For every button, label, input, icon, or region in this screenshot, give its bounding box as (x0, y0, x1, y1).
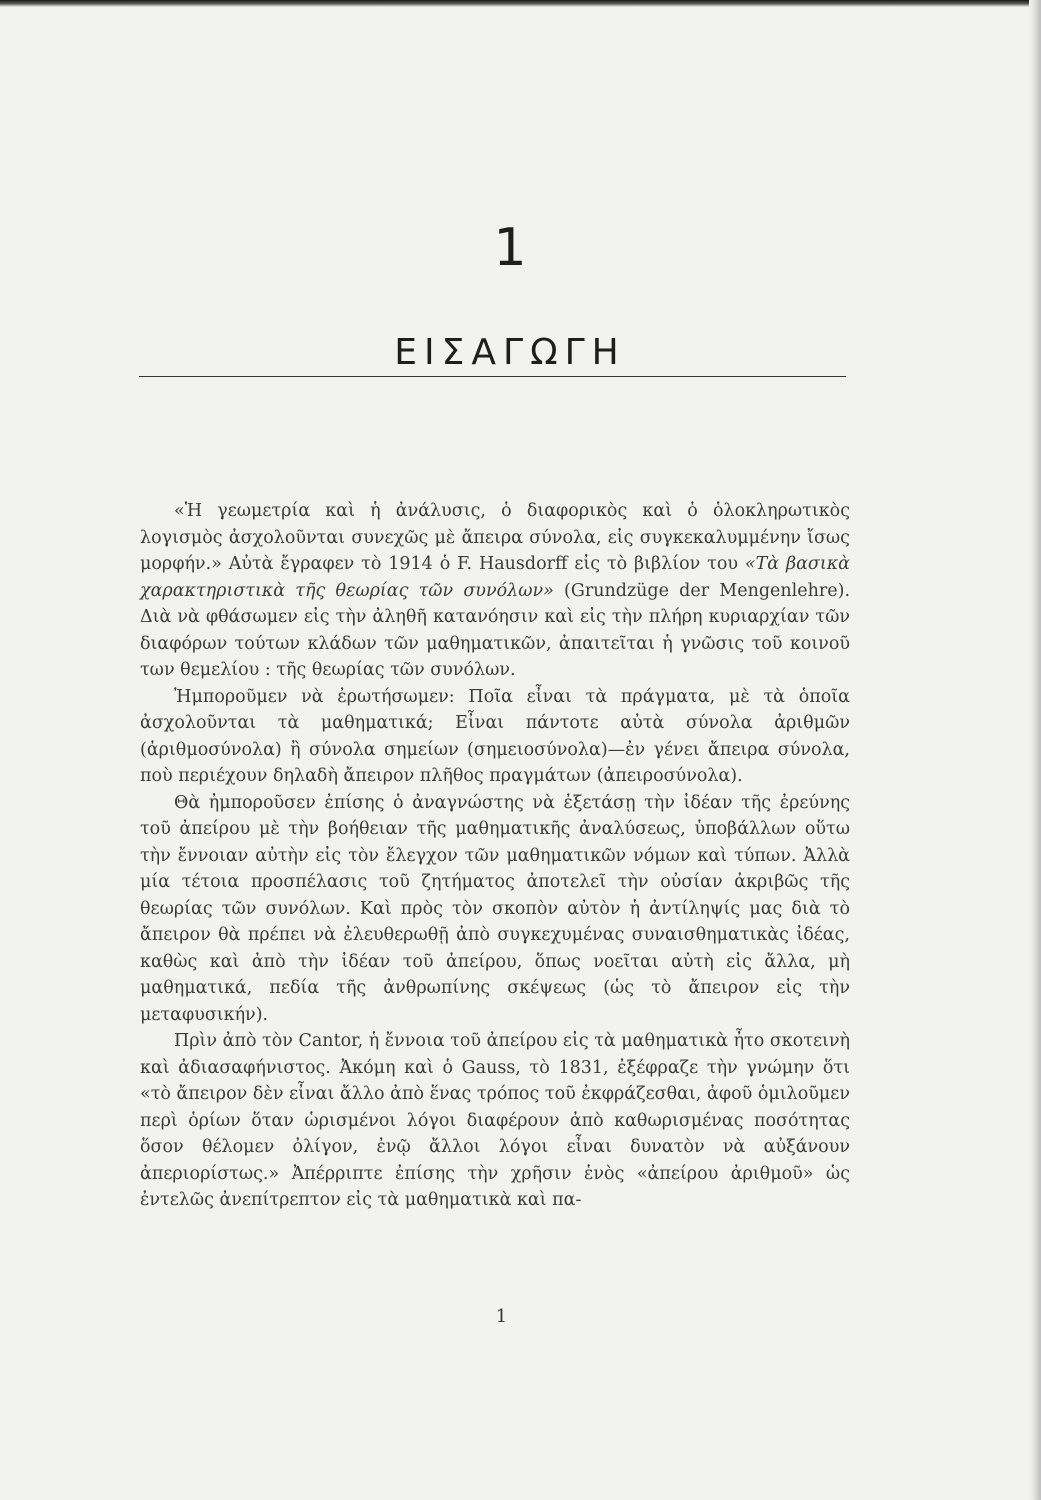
paragraph-1 (140, 498, 850, 684)
paragraph-3 (140, 790, 850, 1029)
paragraph-3-text: Θὰ ἠμποροῦσεν ἐπίσης ὁ ἀναγνώστης νὰ ἐξετάσῃ τὴν ἰδέαν τῆς ἐρεύνης τοῦ ἀπείρου μὲ τὴν βοήθειαν τῆς μαθηματικῆς ἀναλύσεως, ὑποβάλλων οὕτω τὴν ἔννοιαν αὐτὴν εἰς τὸν ἔλεγχον τῶν μαθηματικῶν νόμων καὶ τύπων. Ἀλλὰ μία τέτοια προσπέλασις τοῦ ζητήματος ἀποτελεῖ τὴν οὐσίαν ἀκριβῶς τῆς θεωρίας τῶν συνόλων. Καὶ πρὸς τὸν σκοπὸν αὐτὸν ἡ ἀντίληψίς μας διὰ τὸ ἄπειρον θὰ πρέπει νὰ ἐλευθερωθῇ ἀπὸ συγκεχυμένας συναισθηματικὰς ἰδέας, καθὼς καὶ ἀπὸ τὴν ἰδέαν τοῦ ἀπείρου, ὅπως νοεῖται αὐτὴ εἰς ἄλλα, μὴ μαθηματικά, πεδία τῆς ἀνθρωπίνης σκέψεως (ὡς τὸ ἄπειρον εἰς τὴν μεταφυσικήν). (140, 792, 850, 1025)
paragraph-4-text: Πρὶν ἀπὸ τὸν Cantor, ἡ ἔννοια τοῦ ἀπείρου εἰς τὰ μαθηματικὰ ἦτο σκοτεινὴ καὶ ἀδιασαφήνιστος. Ἀκόμη καὶ ὁ Gauss, τὸ 1831, ἐξέφραζε τὴν γνώμην ὅτι «τὸ ἄπειρον δὲν εἶναι ἄλλο ἀπὸ ἕνας τρόπος τοῦ ἐκφράζεσθαι, ἀφοῦ ὁμιλοῦμεν περὶ ὁρίων ὅταν ὡρισμένοι λόγοι διαφέρουν ἀπὸ καθωρισμένας ποσότητας ὅσον θέλομεν ὀλίγον, ἐνῷ ἄλλοι λόγοι εἶναι δυνατὸν νὰ αὐξάνουν ἀπεριορίστως.» Ἀπέρριπτε ἐπίσης τὴν χρῆσιν ἑνὸς «ἀπείρου ἀριθμοῦ» ὡς ἐντελῶς ἀνεπίτρεπτον εἰς τὰ μαθηματικὰ καὶ πα- (140, 1031, 850, 1210)
body-text (140, 498, 850, 1214)
title-rule (139, 376, 846, 377)
paragraph-1-text-a: «Ἡ γεωμετρία καὶ ἡ ἀνάλυσις, ὁ διαφορικὸς καὶ ὁ ὁλοκληρωτικὸς λογισμὸς ἀσχολοῦνται συνεχῶς μὲ ἄπειρα σύνολα, εἰς συγκεκαλυμμένην ἴσως μορφήν.» Αὐτὰ ἔγραφεν τὸ 1914 ὁ F. Hausdorff εἰς τὸ βιβλίον του (140, 501, 850, 574)
page-right-edge-shadow (1029, 0, 1041, 1500)
chapter-title: ΕΙΣΑΓΩΓΗ (394, 332, 626, 374)
book-title-italic: «Τὰ βασικὰ χαρακτηριστικὰ τῆς θεωρίας τῶν συνόλων» (140, 554, 851, 601)
chapter-number: 1 (493, 218, 527, 278)
page-top-edge-shadow (0, 0, 1041, 7)
paragraph-2-text: Ἠμποροῦμεν νὰ ἐρωτήσωμεν: Ποῖα εἶναι τὰ πράγματα, μὲ τὰ ὁποῖα ἀσχολοῦνται τὰ μαθηματικά; Εἶναι πάντοτε αὐτὰ σύνολα ἀριθμῶν (ἀριθμοσύνολα) ἢ σύνολα σημείων (σημειοσύνολα)—ἐν γένει ἄπειρα σύνολα, ποὺ περιέχουν δηλαδὴ ἄπειρον πλῆθος πραγμάτων (ἀπειροσύνολα). (140, 686, 850, 786)
paragraph-1-text-b: (Grundzüge der Mengenlehre). Διὰ νὰ φθάσωμεν εἰς τὴν ἀληθῆ κατανόησιν καὶ εἰς τὴν πλήρη κυριαρχίαν τῶν διαφόρων τούτων κλάδων τῶν μαθηματικῶν, ἀπαιτεῖται ἡ γνῶσις τοῦ κοινοῦ των θεμελίου : τῆς θεωρίας τῶν συνόλων. (140, 580, 851, 680)
paragraph-4 (140, 1028, 850, 1214)
paragraph-2 (140, 684, 850, 790)
page-number: 1 (495, 1306, 508, 1327)
